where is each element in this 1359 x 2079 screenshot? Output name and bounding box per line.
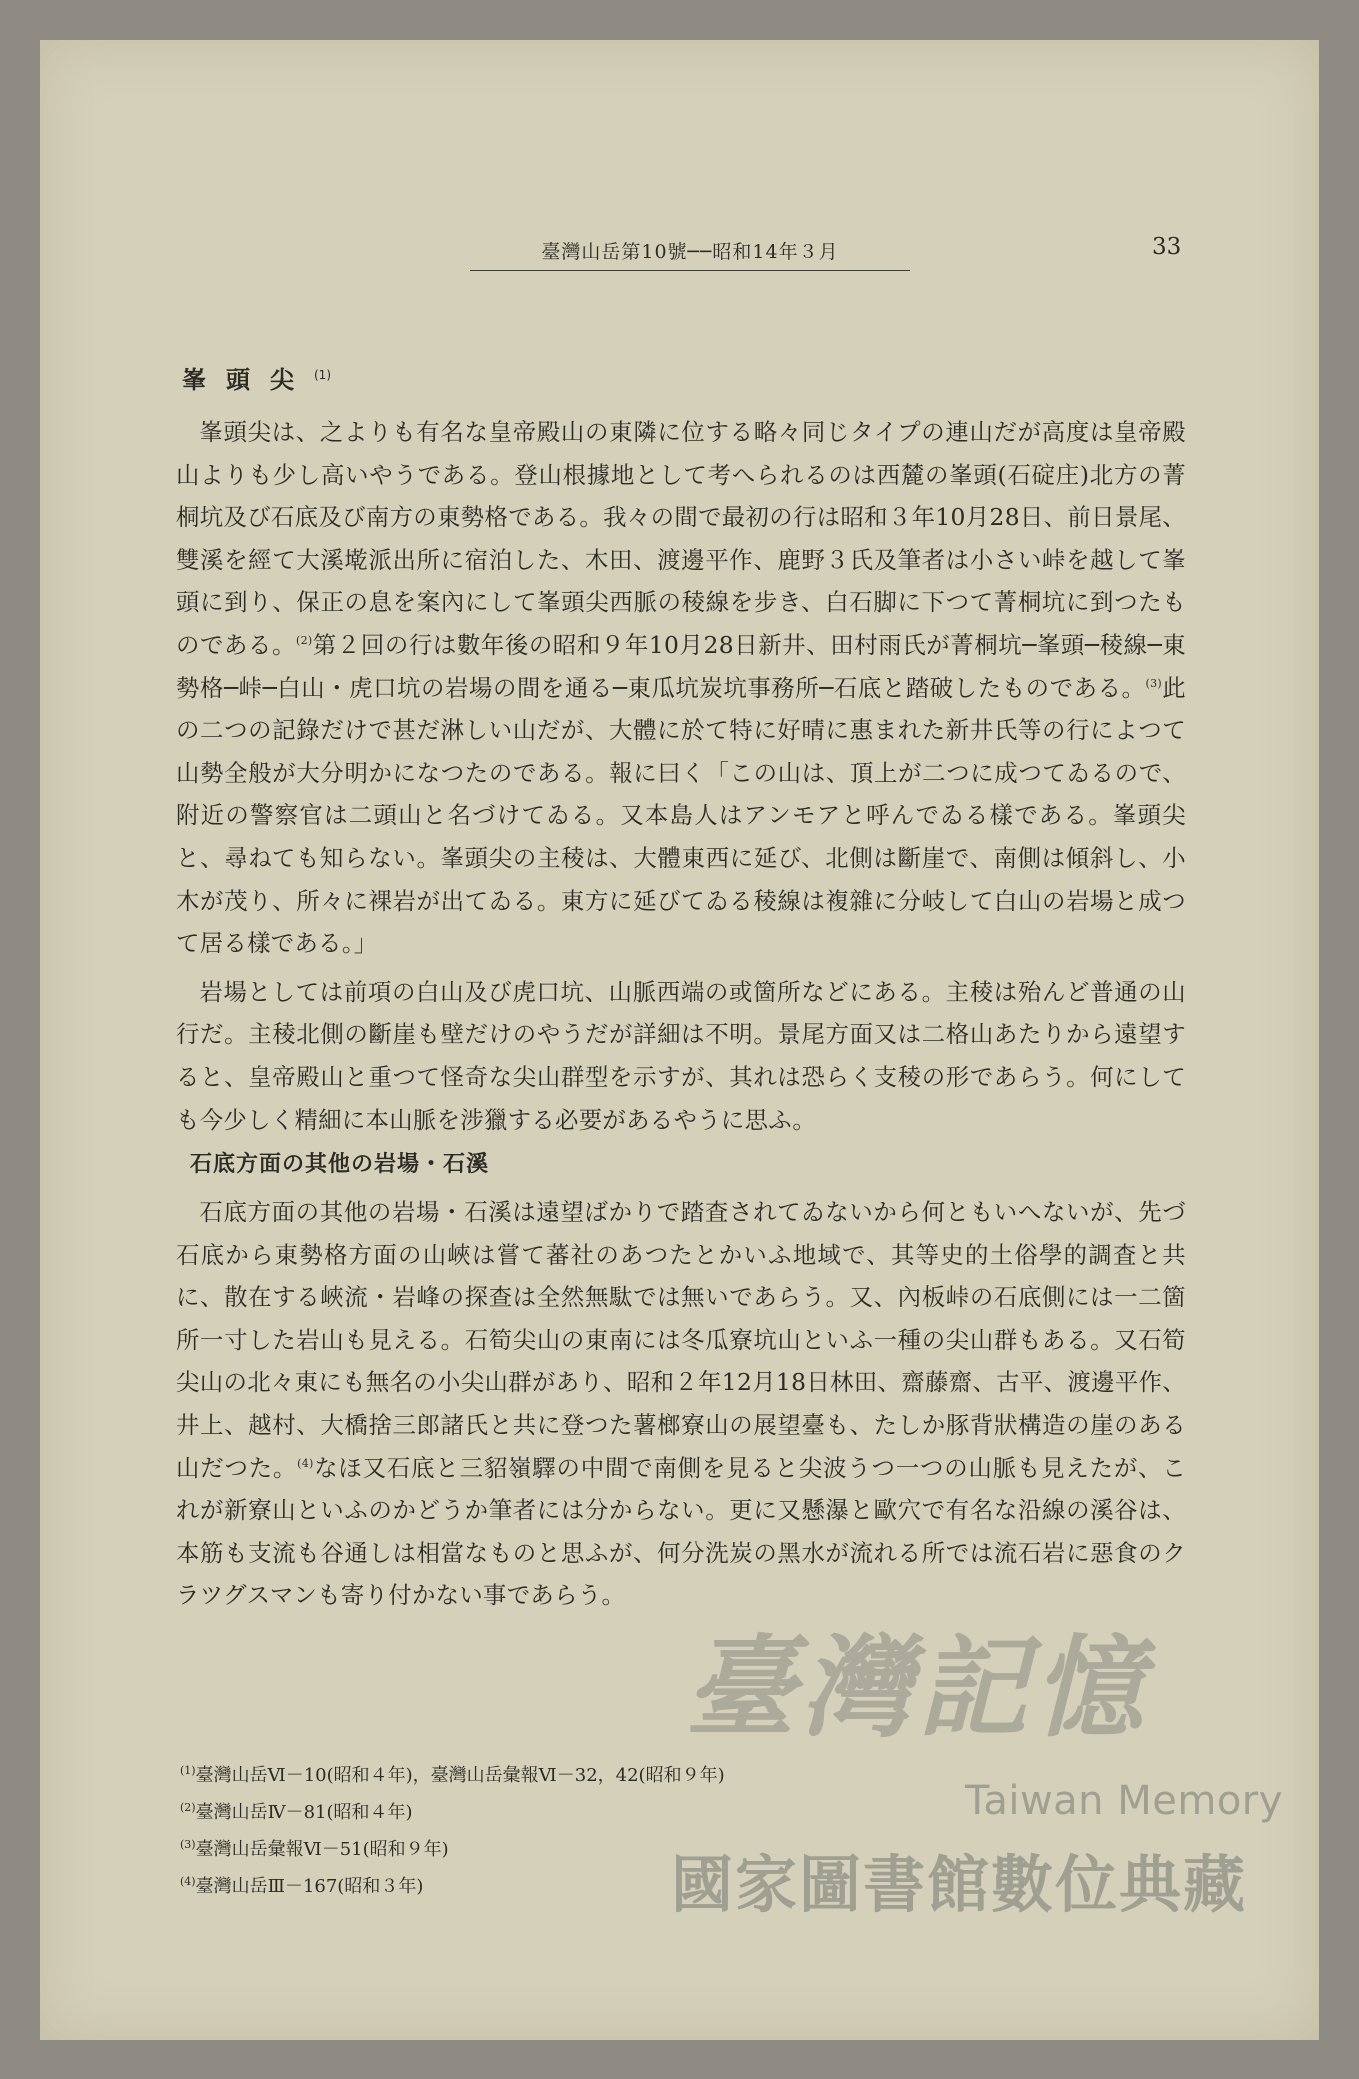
footnote-text: 臺灣山岳Ⅲ－167(昭和３年)	[195, 1876, 424, 1897]
footnote-mark: (1)	[180, 1764, 196, 1777]
heading-text: 峯頭尖	[182, 366, 314, 394]
footnote-text: 臺灣山岳Ⅵ－10(昭和４年)，臺灣山岳彙報Ⅵ－32，42(昭和９年)	[195, 1765, 725, 1786]
section-heading-shidi: 石底方面の其他の岩場・石溪	[190, 1152, 490, 1178]
footnote-ref: (2)	[296, 634, 313, 648]
paragraph-text: 第２回の行は數年後の昭和９年10月28日新井、田村雨氏が菁桐坑─峯頭─稜線─東勢格─峠─白山・虎口坑の岩場の間を通る─東瓜坑炭坑事務所─石底と踏破したものである。	[176, 630, 1186, 702]
footnote-ref: (3)	[1145, 676, 1163, 690]
watermark-english: Taiwan Memory	[965, 1778, 1283, 1824]
footnote-ref: (4)	[297, 1456, 314, 1470]
paragraph-text: 峯頭尖は、之よりも有名な皇帝殿山の東隣に位する略々同じタイプの連山だが高度は皇帝殿山よりも少し高いやうである。登山根據地として考へられるのは西麓の峯頭(石碇庄)北方の菁桐坑及び石底及び南方の東勢格である。我々の間で最初の行は昭和３年10月28日、前日景尾、雙溪を經て大溪墘派出所に宿泊した、木田、渡邊平作、鹿野３氏及筆者は小さい峠を越して峯頭に到り、保正の息を案內にして峯頭尖西脈の稜線を步き、白石脚に下つて菁桐坑に到つたものである。	[176, 418, 1186, 659]
paragraph-text: 石底方面の其他の岩場・石溪は遠望ばかりで踏査されてゐないから何ともいへないが、先づ石底から東勢格方面の山峽は嘗て蕃社のあつたとかいふ地域で、其等史的土俗學的調査と共に、散在する峽流・岩峰の探查は全然無駄では無いであらう。又、內板峠の石底側には一二箇所一寸した岩山も見える。石筍尖山の東南には冬瓜寮坑山といふ一種の尖山群もある。又石筍尖山の北々東にも無名の小尖山群があり、昭和２年12月18日林田、齋藤齋、古平、渡邊平作、井上、越村、大橋捨三郎諸氏と共に登つた薯榔寮山の展望臺も、たしか豚背狀構造の崖のある山だつた。	[176, 1198, 1186, 1482]
paragraph-text: なほ又石底と三貂嶺驛の中間で南側を見ると尖波うつ一つの山脈も見えたが、これが新寮山といふのかどうか筆者には分からない。更に又懸瀑と歐穴で有名な沿線の溪谷は、本筋も支流も谷通しは相當なものと思ふが、何分洗炭の黑水が流れる所では流石岩に惡食のクラツグスマンも寄り付かない事であらう。	[176, 1453, 1187, 1610]
paragraph-text: 此の二つの記錄だけで甚だ淋しい山だが、大體に於て特に好晴に惠まれた新井氏等の行によつて山勢全般が大分明かになつたのである。報に曰く「この山は、頂上が二つに成つてゐるので、附近の警察官は二頭山と名づけてゐる。又本島人はアンモアと呼んでゐる樣である。峯頭尖と、尋ねても知らない。峯頭尖の主稜は、大體東西に延び、北側は斷崖で、南側は傾斜し、小木が茂り、所々に裸岩が出てゐる。東方に延びてゐる稜線は複雜に分岐して白山の岩場と成つて居る樣である。」	[176, 673, 1186, 958]
paragraph: 岩場としては前項の白山及び虎口坑、山脈西端の或箇所などにある。主稜は殆んど普通の山行だ。主稜北側の斷崖も壁だけのやうだが詳細は不明。景尾方面又は二格山あたりから遠望すると、皇帝殿山と重つて怪奇な尖山群型を示すが、其れは恐らく支稜の形であらう。何にしても今少しく精細に本山脈を涉獵する必要があるやうに思ふ。	[176, 977, 1186, 1134]
watermark-chinese: 國家圖書館數位典藏	[671, 1848, 1248, 1921]
footnote-mark: (3)	[180, 1838, 196, 1851]
footnote-text: 臺灣山岳Ⅳ－81(昭和４年)	[195, 1802, 413, 1823]
paragraph	[176, 411, 1186, 965]
paragraph	[176, 1191, 1186, 1617]
watermark	[665, 1600, 1325, 1930]
body-text	[176, 358, 1186, 1623]
page-number: 33	[1152, 234, 1182, 260]
footnote-ref: (1)	[314, 368, 331, 382]
section-heading-hotoutoushen	[182, 358, 1186, 397]
footnote-mark: (2)	[180, 1801, 196, 1814]
footnote-text: 臺灣山岳彙報Ⅵ－51(昭和９年)	[195, 1839, 449, 1860]
watermark-logo: 臺灣記憶	[685, 1624, 1149, 1752]
document-page	[40, 40, 1319, 2040]
footnote-mark: (4)	[180, 1875, 196, 1888]
running-head: 臺灣山岳第10號──昭和14年３月	[470, 237, 910, 271]
